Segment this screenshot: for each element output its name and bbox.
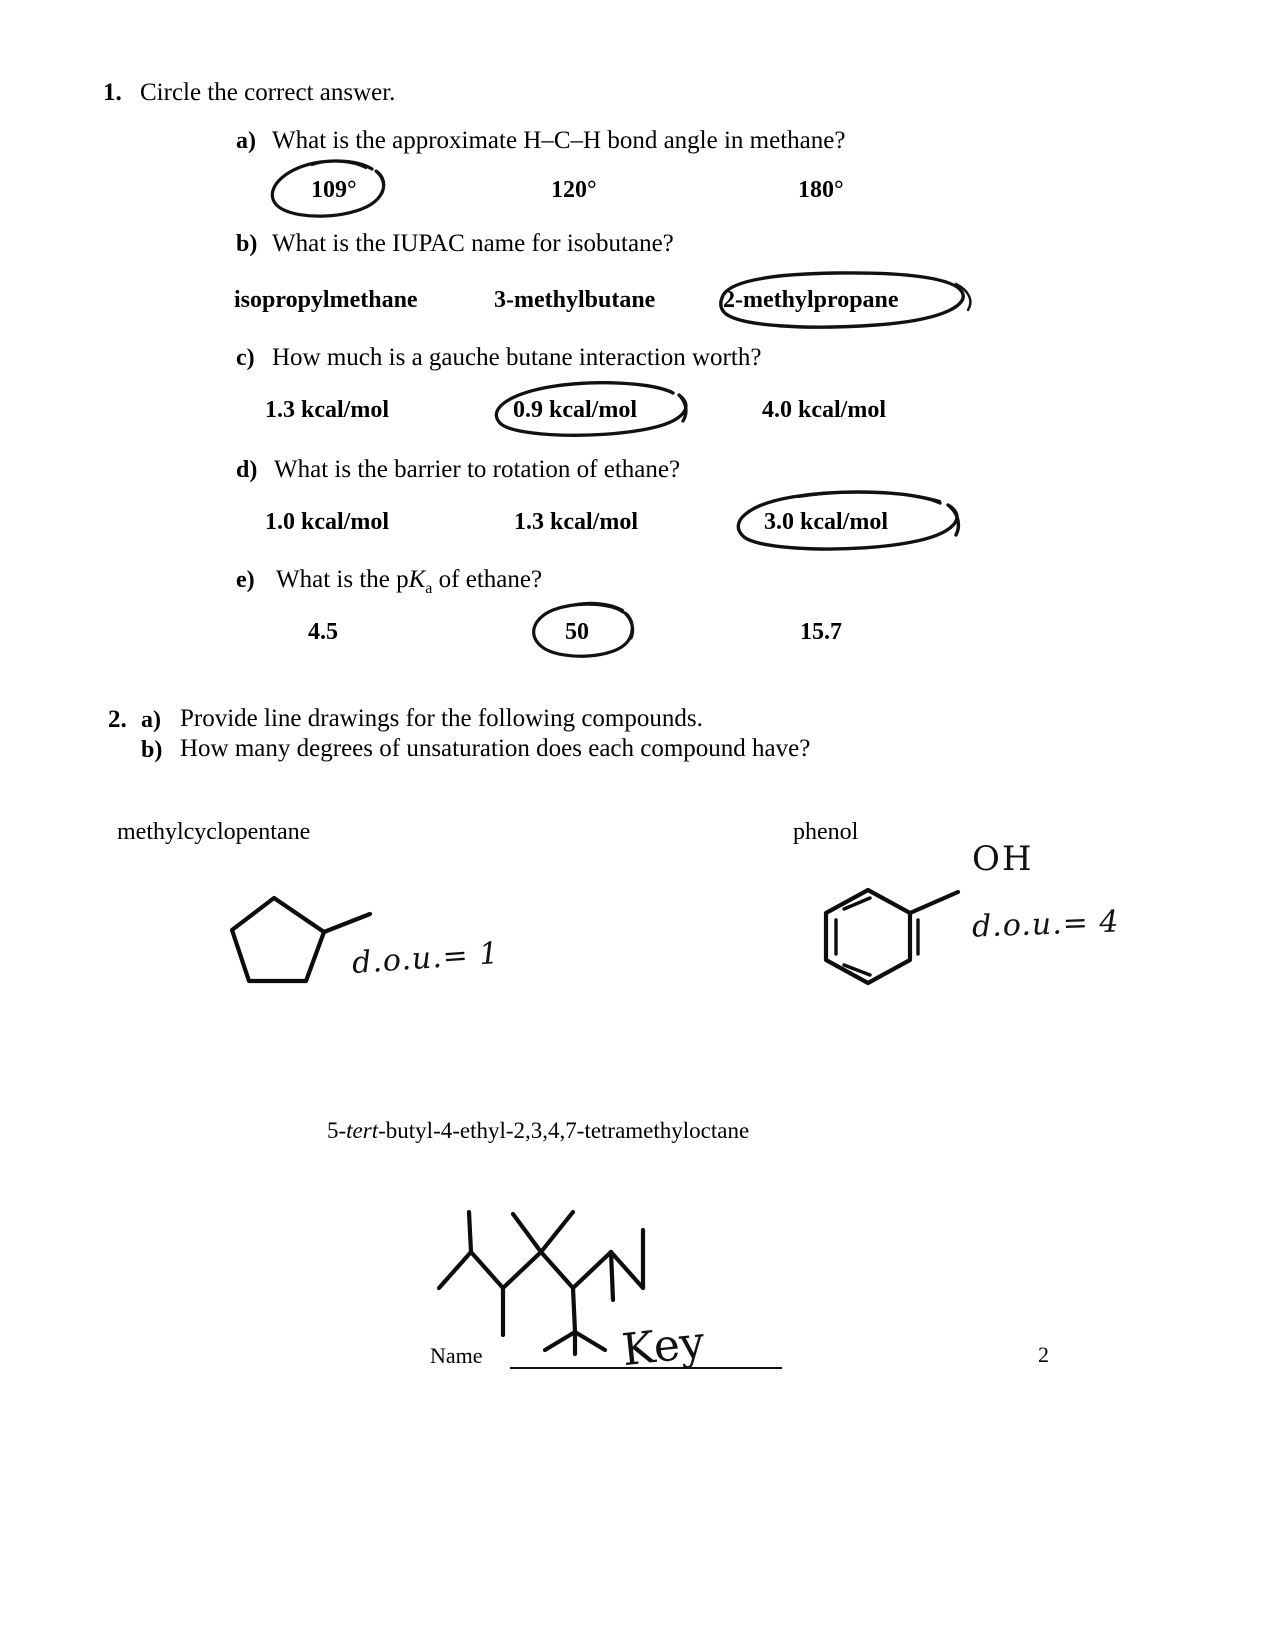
pen-circle-1b (706, 270, 981, 332)
question-1e-label: e) (236, 567, 255, 593)
question-1b-question: What is the IUPAC name for isobutane? (272, 230, 674, 257)
question-1d-label: d) (236, 457, 258, 483)
pen-circle-1d (728, 487, 973, 553)
question-1e-question (276, 567, 542, 597)
question-1d-choice-1[interactable]: 1.3 kcal/mol (514, 509, 638, 535)
question-1a-question: What is the approximate H–C–H bond angle in methane? (272, 127, 846, 154)
question-1e-text-sub: a (425, 580, 433, 597)
question-1a-label: a) (236, 128, 256, 154)
compound-name-tetramethyloctane (327, 1119, 749, 1142)
question-1e-text-post: of ethane? (432, 566, 543, 593)
compound-name-part-italic: tert (346, 1118, 379, 1143)
question-1c-label: c) (236, 345, 255, 371)
question-2b-text: How many degrees of unsaturation does each compound have? (180, 735, 811, 762)
question-1c-choice-2[interactable]: 4.0 kcal/mol (762, 397, 886, 423)
handwritten-dou-phenol: d.o.u.= 4 (971, 904, 1120, 945)
question-1d-question: What is the barrier to rotation of ethane? (274, 456, 681, 483)
question-1a-choice-0[interactable]: 109° (311, 177, 357, 203)
question-2-number: 2. (108, 706, 127, 733)
handwritten-oh-label: OH (972, 839, 1034, 879)
question-1b-choice-1[interactable]: 3-methylbutane (494, 287, 656, 313)
pen-circle-1e (527, 598, 652, 660)
compound-name-part-pre: 5- (327, 1118, 347, 1143)
question-1c-question: How much is a gauche butane interaction worth? (272, 344, 762, 371)
question-1e-choice-0[interactable]: 4.5 (308, 619, 338, 645)
question-1e-text-pre: What is the p (276, 566, 409, 593)
question-1d-choice-2[interactable]: 3.0 kcal/mol (764, 509, 888, 535)
question-1e-choice-1[interactable]: 50 (565, 619, 589, 645)
handwritten-dou-methylcyclopentane: d.o.u.= 1 (350, 935, 501, 982)
question-2a-label: a) (141, 707, 161, 733)
question-1b-choice-2[interactable]: 2-methylpropane (723, 287, 899, 313)
question-1e-choice-2[interactable]: 15.7 (800, 619, 842, 645)
question-1c-choice-0[interactable]: 1.3 kcal/mol (265, 397, 389, 423)
question-1-prompt: Circle the correct answer. (140, 79, 396, 106)
compound-name-methylcyclopentane: methylcyclopentane (117, 819, 311, 845)
pen-circle-1c (487, 377, 712, 439)
compound-name-phenol: phenol (793, 819, 859, 845)
question-1b-label: b) (236, 231, 258, 257)
question-1-number: 1. (103, 79, 122, 106)
question-1c-choice-1[interactable]: 0.9 kcal/mol (513, 397, 637, 423)
question-1e-text-italic: K (408, 566, 426, 593)
question-1a-choice-1[interactable]: 120° (551, 177, 597, 203)
question-2b-label: b) (141, 737, 163, 763)
structure-phenol (818, 880, 998, 990)
handwritten-name-key: Key (619, 1316, 707, 1377)
pen-circle-1a (260, 155, 420, 220)
name-label: Name (430, 1343, 483, 1368)
compound-name-part-post: -butyl-4-ethyl-2,3,4,7-tetramethyloctane (378, 1118, 750, 1143)
question-1b-choice-0[interactable]: isopropylmethane (234, 287, 418, 313)
question-1d-choice-0[interactable]: 1.0 kcal/mol (265, 509, 389, 535)
question-2a-text: Provide line drawings for the following compounds. (180, 705, 703, 732)
page-number: 2 (1038, 1342, 1049, 1367)
question-1a-choice-2[interactable]: 180° (798, 177, 844, 203)
